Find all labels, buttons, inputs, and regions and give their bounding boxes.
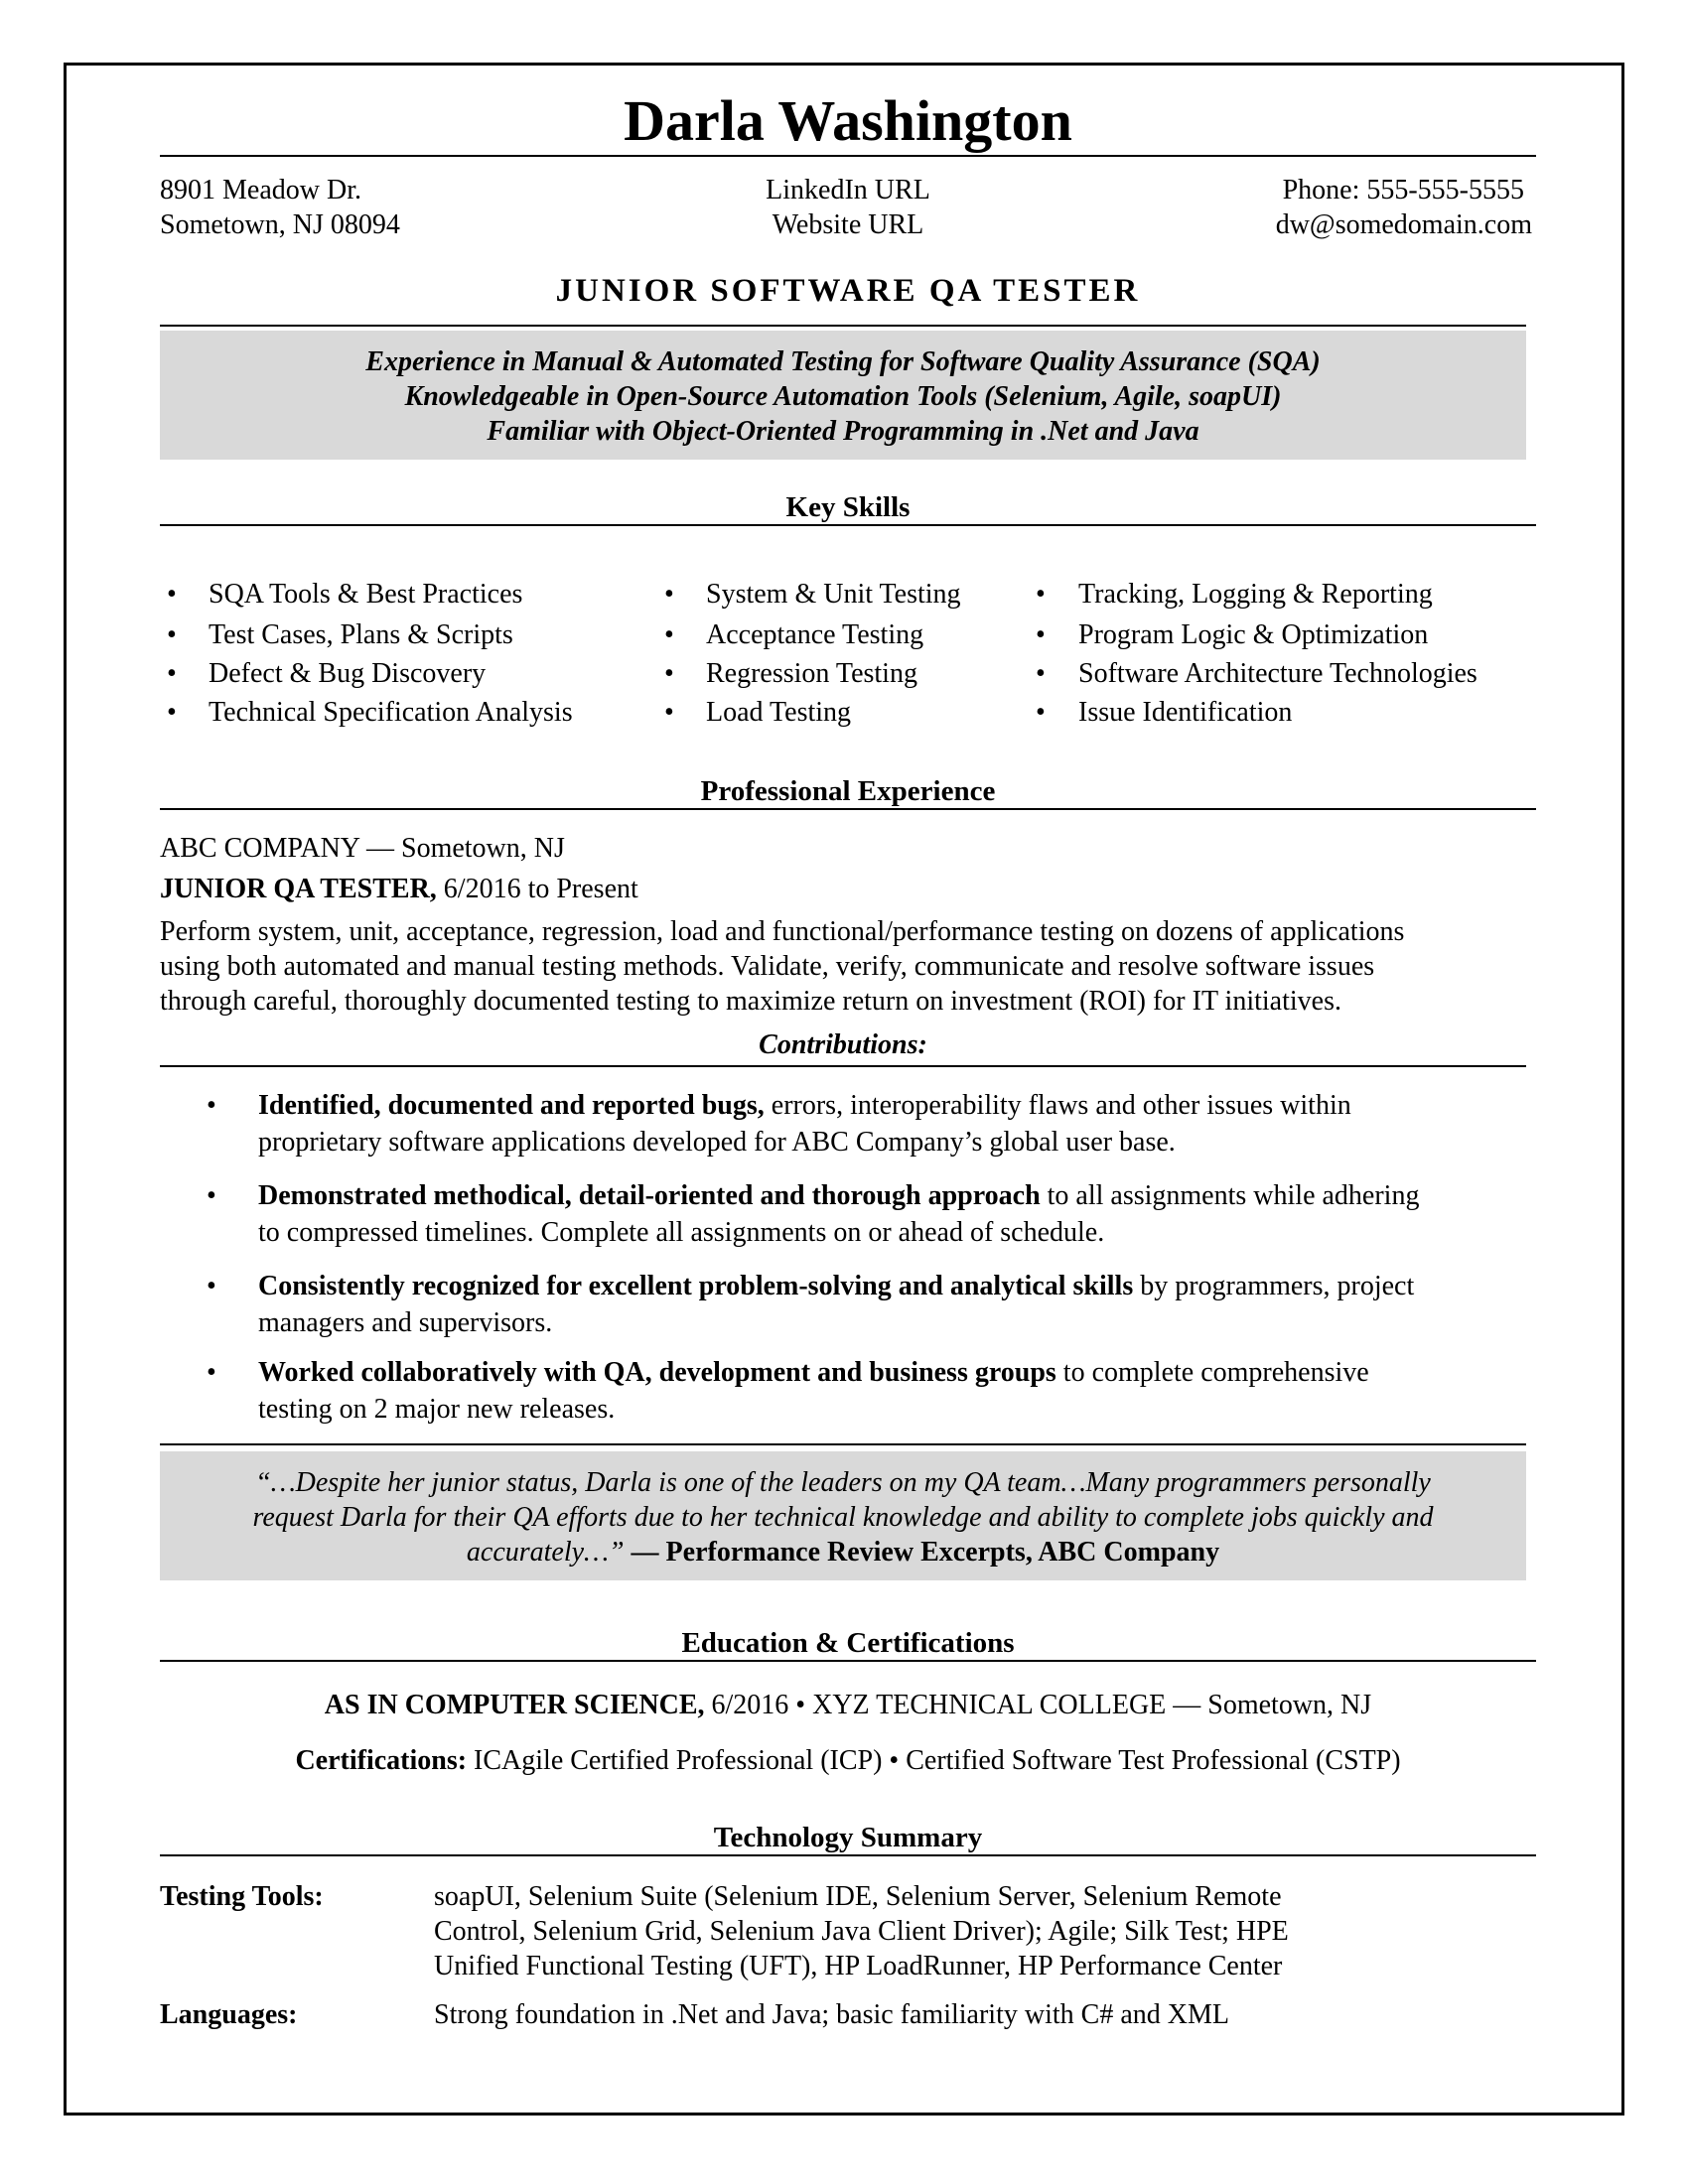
candidate-name: Darla Washington	[624, 88, 1072, 153]
quote-text: accurately…”	[466, 1537, 625, 1568]
contribution-item	[258, 1176, 1419, 1216]
section-heading-key-skills: Key Skills	[785, 491, 911, 523]
skill-item: System & Unit Testing	[706, 579, 961, 610]
contribution-highlight: Identified, documented and reported bugs,	[258, 1090, 765, 1121]
contribution-text: to all assignments while adhering	[1040, 1180, 1420, 1211]
divider	[160, 1065, 1526, 1067]
contribution-highlight: Consistently recognized for excellent problem-solving and analytical skills	[258, 1271, 1134, 1301]
contribution-text: managers and supervisors.	[258, 1307, 553, 1338]
contribution-highlight: Demonstrated methodical, detail-oriented and thorough approach	[258, 1180, 1041, 1211]
quote-line: “…Despite her junior status, Darla is one of the leaders on my QA team…Many programmers personally	[255, 1467, 1431, 1498]
skill-item: Load Testing	[706, 697, 852, 728]
divider	[160, 325, 1526, 327]
bullet-icon: •	[664, 697, 674, 728]
contribution-text: to complete comprehensive	[1055, 1357, 1369, 1388]
bullet-icon: •	[167, 579, 177, 610]
role-description: through careful, thoroughly documented testing to maximize return on investment (ROI) for IT initiatives.	[160, 986, 1341, 1017]
bullet-icon: •	[207, 1090, 216, 1121]
skill-item: Issue Identification	[1078, 697, 1293, 728]
bullet-icon: •	[167, 697, 177, 728]
contribution-text: by programmers, project	[1133, 1271, 1415, 1301]
skill-item: Program Logic & Optimization	[1078, 619, 1429, 650]
contribution-text: errors, interoperability flaws and other issues within	[764, 1090, 1351, 1121]
role-line	[160, 870, 638, 909]
bullet-icon: •	[1036, 658, 1046, 689]
bullet-icon: •	[664, 579, 674, 610]
bullet-icon: •	[167, 619, 177, 650]
bullet-icon: •	[207, 1180, 216, 1211]
contribution-text: proprietary software applications developed for ABC Company’s global user base.	[258, 1127, 1176, 1158]
bullet-icon: •	[1036, 579, 1046, 610]
contribution-item	[258, 1086, 1351, 1126]
contribution-text: to compressed timelines. Complete all assignments on or ahead of schedule.	[258, 1217, 1105, 1248]
bullet-icon: •	[664, 658, 674, 689]
role-description: Perform system, unit, acceptance, regression, load and functional/performance testing on dozens of applications	[160, 916, 1405, 947]
role-dates: 6/2016 to Present	[436, 874, 638, 904]
section-heading-education: Education & Certifications	[681, 1627, 1015, 1659]
summary-line: Familiar with Object-Oriented Programming in .Net and Java	[487, 416, 1199, 447]
divider	[160, 1854, 1536, 1856]
contribution-text: testing on 2 major new releases.	[258, 1394, 616, 1425]
contribution-item	[258, 1353, 1369, 1393]
email-link[interactable]: dw@somedomain.com	[1275, 209, 1532, 240]
bullet-icon: •	[207, 1357, 216, 1388]
divider	[160, 155, 1536, 157]
address-line1: 8901 Meadow Dr.	[160, 175, 361, 205]
testing-tools-line: Unified Functional Testing (UFT), HP LoadRunner, HP Performance Center	[434, 1951, 1283, 1981]
job-title: JUNIOR SOFTWARE QA TESTER	[555, 273, 1141, 309]
divider	[160, 1660, 1536, 1662]
divider	[160, 1443, 1526, 1445]
certifications-line	[160, 1741, 1536, 1781]
bullet-icon: •	[1036, 619, 1046, 650]
skill-item: Tracking, Logging & Reporting	[1078, 579, 1433, 610]
degree-line	[160, 1686, 1536, 1725]
summary-line: Experience in Manual & Automated Testing for Software Quality Assurance (SQA)	[365, 346, 1321, 377]
section-heading-experience: Professional Experience	[700, 775, 996, 807]
certifications-label: Certifications:	[295, 1745, 468, 1776]
role-description: using both automated and manual testing methods. Validate, verify, communicate and resolve software issues	[160, 951, 1375, 982]
testing-tools-label: Testing Tools:	[160, 1881, 324, 1912]
bullet-icon: •	[664, 619, 674, 650]
contribution-item	[258, 1267, 1414, 1306]
linkedin-link[interactable]: LinkedIn URL	[766, 175, 930, 205]
skill-item: SQA Tools & Best Practices	[209, 579, 523, 610]
skill-item: Defect & Bug Discovery	[209, 658, 487, 689]
contributions-heading: Contributions:	[759, 1029, 927, 1060]
bullet-icon: •	[167, 658, 177, 689]
quote-line: request Darla for their QA efforts due to her technical knowledge and ability to complete jobs quickly and	[252, 1502, 1434, 1533]
skill-item: Regression Testing	[706, 658, 917, 689]
summary-line: Knowledgeable in Open-Source Automation Tools (Selenium, Agile, soapUI)	[404, 381, 1282, 412]
phone: Phone: 555-555-5555	[1282, 175, 1524, 205]
contribution-highlight: Worked collaboratively with QA, development and business groups	[258, 1357, 1056, 1388]
role: JUNIOR QA TESTER,	[160, 874, 437, 904]
testing-tools-line: Control, Selenium Grid, Selenium Java Client Driver); Agile; Silk Test; HPE	[434, 1916, 1289, 1947]
skill-item: Technical Specification Analysis	[209, 697, 573, 728]
address-line2: Sometown, NJ 08094	[160, 209, 400, 240]
skill-item: Acceptance Testing	[706, 619, 924, 650]
languages-value: Strong foundation in .Net and Java; basic familiarity with C# and XML	[434, 1999, 1229, 2030]
company: ABC COMPANY — Sometown, NJ	[160, 833, 565, 864]
bullet-icon: •	[207, 1271, 216, 1301]
website-link[interactable]: Website URL	[772, 209, 924, 240]
testing-tools-line: soapUI, Selenium Suite (Selenium IDE, Selenium Server, Selenium Remote	[434, 1881, 1282, 1912]
bullet-icon: •	[1036, 697, 1046, 728]
skill-item: Test Cases, Plans & Scripts	[209, 619, 513, 650]
quote-attribution: — Performance Review Excerpts, ABC Company	[624, 1537, 1220, 1568]
degree: AS IN COMPUTER SCIENCE,	[324, 1690, 705, 1720]
section-heading-technology: Technology Summary	[713, 1822, 983, 1853]
quote-line	[160, 1533, 1526, 1572]
certifications-value: ICAgile Certified Professional (ICP) • Certified Software Test Professional (CSTP)	[467, 1745, 1401, 1776]
divider	[160, 524, 1536, 526]
divider	[160, 808, 1536, 810]
skill-item: Software Architecture Technologies	[1078, 658, 1477, 689]
languages-label: Languages:	[160, 1999, 298, 2030]
degree-details: 6/2016 • XYZ TECHNICAL COLLEGE — Sometown, NJ	[704, 1690, 1372, 1720]
